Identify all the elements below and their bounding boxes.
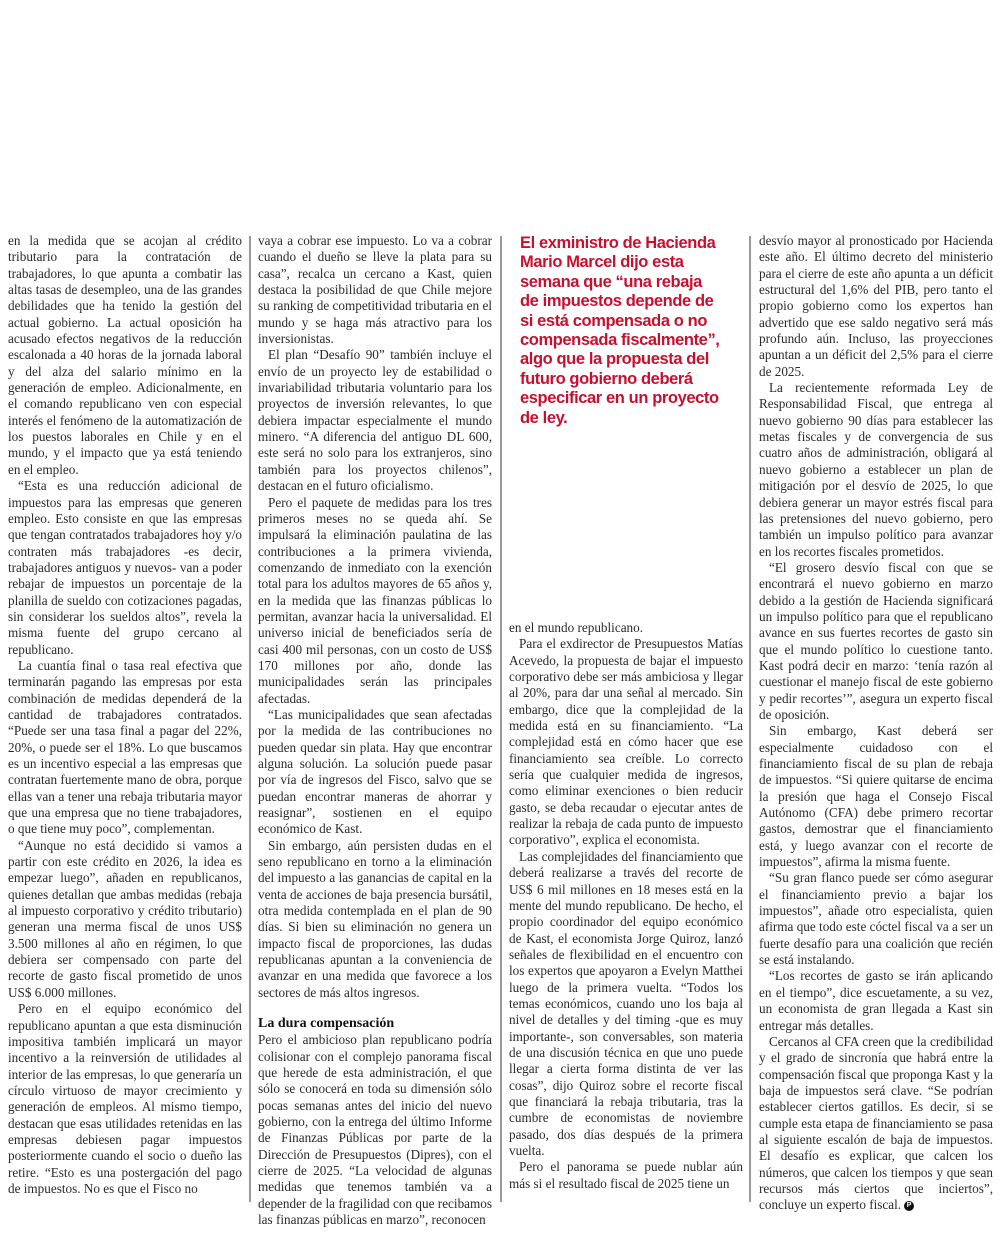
paragraph: “Esta es una reducción adicional de impuestos para las empresas que generen empleo. Esto consiste en que las empresas que tengan contratados trabajadores hoy y/o contraten más trabajadores -es decir, trabajadores antiguos y nuevos- van a poder rebajar de impuestos un porcentaje de la planilla de sueldo con cotizaciones pagadas, sin considerar los sueldos altos”, revela la misma fuente del grupo cercano al republicano.: [8, 478, 242, 657]
section-subheading: La dura compensación: [258, 1016, 395, 1032]
paragraph: “Su gran flanco puede ser cómo asegurar el financiamiento previo a bajar los impuestos”, añade otro especialista, quien afirma que todo este cóctel fiscal va a ser un fuerte desafío para una coalición que recién se está instalando.: [759, 870, 993, 968]
column-rule: [500, 236, 502, 1202]
paragraph: Para el exdirector de Presupuestos Matías Acevedo, la propuesta de bajar el impuesto corporativo debe ser más ambiciosa y llegar al 20%, para dar una señal al mercado. Sin embargo, dice que la complejidad de la medida está en su financiamiento. “La complejidad está en cómo hacer que ese financiamiento sea creíble. Lo correcto sería que cualquier medida de ingresos, como eliminar exenciones o bien reducir gasto, se deba recaudar o ejecutar antes de realizar la rebaja de cada punto de impuesto corporativo”, explica el economista.: [509, 636, 743, 848]
paragraph: “El grosero desvío fiscal con que se encontrará el nuevo gobierno en marzo debido a la gestión de Hacienda significará un impulso político para que el republicano avance en sus fuertes recortes de gasto sin que el mundo político lo cuestione tanto. Kast podrá decir en marzo: ‘tenía razón al cuestionar el manejo fiscal de este gobierno y pedir recortes’”, asegura un experto fiscal de oposición.: [759, 559, 993, 722]
paragraph: “Las municipalidades que sean afectadas por la medida de las contribuciones no pueden quedar sin plata. Hay que encontrar alguna solución. La solución puede pasar por vía de ingresos del Fisco, salvo que se puedan encontrar maneras de ahorrar y reasignar”, sostienen en el equipo económico de Kast.: [258, 706, 492, 837]
column-rule: [749, 236, 751, 1202]
paragraph: Pero el paquete de medidas para los tres primeros meses no se queda ahí. Se impulsará la eliminación paulatina de las contribuciones a la primera vivienda, comenzando de inmediato con la exención total para los adultos mayores de 65 años y, en la medida que las finanzas públicas lo permitan, avanzar hacia la universalidad. El universo inicial de beneficiados sería de casi 400 mil personas, con un costo de US$ 170 millones por año, donde las municipalidades serán las principales afectadas.: [258, 494, 492, 706]
paragraph: Sin embargo, Kast deberá ser especialmente cuidadoso con el financiamiento fiscal de su plan de rebaja de impuestos. “Si quiere quitarse de encima la presión que haga el Consejo Fiscal Autónomo (CFA) debe primero recortar gastos, demostrar que el financiamiento está, y luego avanzar con el recorte de impuestos”, afirma la misma fuente.: [759, 723, 993, 870]
article-column-4: [759, 233, 993, 1214]
paragraph-final: [759, 1034, 993, 1214]
pull-quote: El exministro de Hacienda Mario Marcel dijo esta semana que “una rebaja de impuestos depende de si está compensada o no compensada fiscalmente”, algo que la propuesta del futuro gobierno deberá especificar en un proyecto de ley.: [520, 234, 720, 427]
paragraph: “Aunque no está decidido si vamos a partir con este crédito en 2026, la idea es empezar luego”, añaden en republicanos, quienes detallan que ambas medidas (rebaja al impuesto corporativo y crédito tributario) generan una merma fiscal de unos US$ 3.500 millones al año en régimen, lo que debiera ser compensado con parte del recorte de gasto fiscal prometido de unos US$ 6.000 millones.: [8, 837, 242, 1000]
paragraph-text: Cercanos al CFA creen que la credibilidad y el grado de sincronía que habrá entre la compensación fiscal que proponga Kast y la baja de impuestos será clave. “Se podrían establecer ciertos gatillos. Es decir, si se cumple esta etapa de financiamiento se pasa al siguiente escalón de baja de impuestos. El desafío es explicar, que calcen los números, que calcen los tiempos y que sean recursos más ciertos que inciertos”, concluye un experto fiscal.: [759, 1033, 993, 1213]
column-rule: [249, 236, 251, 1202]
publication-end-mark-icon: P: [904, 1201, 914, 1211]
paragraph: vaya a cobrar ese impuesto. Lo va a cobrar cuando el dueño se lleve la plata para su casa”, recalca un cercano a Kast, quien destaca la posibilidad de que Chile mejore su ranking de competitividad tributaria en el mundo y se haga más atractivo para los inversionistas.: [258, 233, 492, 347]
paragraph: en la medida que se acojan al crédito tributario para la contratación de trabajadores, lo que apunta a combatir las altas tasas de desempleo, una de las grandes debilidades que ha tenido la gestión del actual gobierno. La actual oposición ha acusado efectos negativos de la reducción escalonada a 40 horas de la jornada laboral y del alza del salario mínimo en la generación de empleo. Adicionalmente, en el comando republicano ven con especial interés el fenómeno de la automatización de los puestos laborales en Chile y en el mundo, y el impacto que ya está teniendo en el empleo.: [8, 233, 242, 477]
article-column-1: [8, 233, 242, 1197]
paragraph: en el mundo republicano.: [509, 620, 644, 635]
paragraph: La recientemente reformada Ley de Responsabilidad Fiscal, que entrega al nuevo gobierno 90 días para establecer las metas fiscales y de convergencia de sus cuatro años de administración, obligará al nuevo gobierno a establecer un plan de mitigación por el desvío de 2025, lo que debiera generar un mayor estrés fiscal para las pretensiones del nuevo gobierno, pero también un impulso político para avanzar en los recortes fiscales prometidos.: [759, 380, 993, 559]
paragraph: Pero el ambicioso plan republicano podría colisionar con el complejo panorama fiscal que herede de esta administración, el que sólo se conocerá en toda su dimensión sólo pocas semanas antes del inicio del nuevo gobierno, con la entrega del último Informe de Finanzas Públicas por parte de la Dirección de Presupuestos (Dipres), con el cierre de 2025. “La velocidad de algunas medidas que tenemos también va a depender de la fragilidad con que recibamos las finanzas públicas en marzo”, reconocen: [258, 1032, 492, 1227]
article-column-2: [258, 233, 492, 1228]
paragraph: Las complejidades del financiamiento que deberá realizarse a través del recorte de US$ 6 mil millones en 18 meses está en la mente del mundo republicano. De hecho, el propio coordinador del equipo económico de Kast, el economista Jorge Quiroz, lanzó señales de flexibilidad en el encuentro con los expertos que apoyaron a Evelyn Matthei luego de la primera vuelta. “Todos los temas económicos, cuando uno los baja al nivel de detalles y del timing -que es muy importante-, son conversables, son materia de una discusión técnica en que uno puede llegar a cierta forma distinta de ver las cosas”, dijo Quiroz sobre el recorte fiscal que financiará la rebaja tributaria, tras la cumbre de economistas de noviembre pasado, dos días después de la primera vuelta.: [509, 848, 743, 1158]
paragraph: Pero en el equipo económico del republicano apuntan a que esta disminución impositiva también implicará un mayor incentivo a la reinversión de utilidades al interior de las empresas, lo que generaría un círculo virtuoso de mayor crecimiento y generación de empleos. Al mismo tiempo, destacan que esas utilidades retenidas en las empresas debiesen pagar impuestos posteriormente cuando el socio o dueño las retire. “Esto es una postergación del pago de impuestos. No es que el Fisco no: [8, 1001, 242, 1196]
paragraph: Pero el panorama se puede nublar aún más si el resultado fiscal de 2025 tiene un: [509, 1159, 743, 1191]
paragraph: Sin embargo, aún persisten dudas en el seno republicano en torno a la eliminación del impuesto a las ganancias de capital en la venta de acciones de baja presencia bursátil, otra medida contemplada en el plan de 90 días. Si bien su eliminación no genera un impacto fiscal de proporciones, las dudas republicanas apuntan a la conveniencia de avanzar en una medida que favorece a los sectores de más altos ingresos.: [258, 837, 492, 1000]
article-column-3: [509, 620, 743, 1192]
paragraph: “Los recortes de gasto se irán aplicando en el tiempo”, dice escuetamente, a su vez, un economista de gran llegada a Kast sin entregar más detalles.: [759, 968, 993, 1033]
paragraph: El plan “Desafío 90” también incluye el envío de un proyecto ley de estabilidad o invariabilidad tributaria voluntario para los proyectos de inversión relevantes, lo que debiera impactar especialmente el mundo minero. “A diferencia del antiguo DL 600, este será no solo para los extranjeros, sino también para los proyectos chilenos”, destacan en el futuro oficialismo.: [258, 347, 492, 494]
paragraph: La cuantía final o tasa real efectiva que terminarán pagando las empresas por esta combinación de medidas dependerá de la cantidad de trabajadores contratados. “Puede ser una tasa final a pagar del 22%, 20%, o puede ser el 18%. Lo que buscamos es un incentivo especial a las empresas que contratan fuertemente mano de obra, porque ellas van a tener una rebaja tributaria mayor que una empresa que no tiene trabajadores, o que tiene muy poco”, complementan.: [8, 657, 242, 837]
paragraph: desvío mayor al pronosticado por Hacienda este año. El último decreto del ministerio para el cierre de este año apunta a un déficit estructural del 1,6% del PIB, pero tanto el propio gobierno como los expertos han advertido que ese saldo negativo será más profundo aún. Incluso, las proyecciones apuntan a un déficit del 2,5% para el cierre de 2025.: [759, 233, 993, 379]
